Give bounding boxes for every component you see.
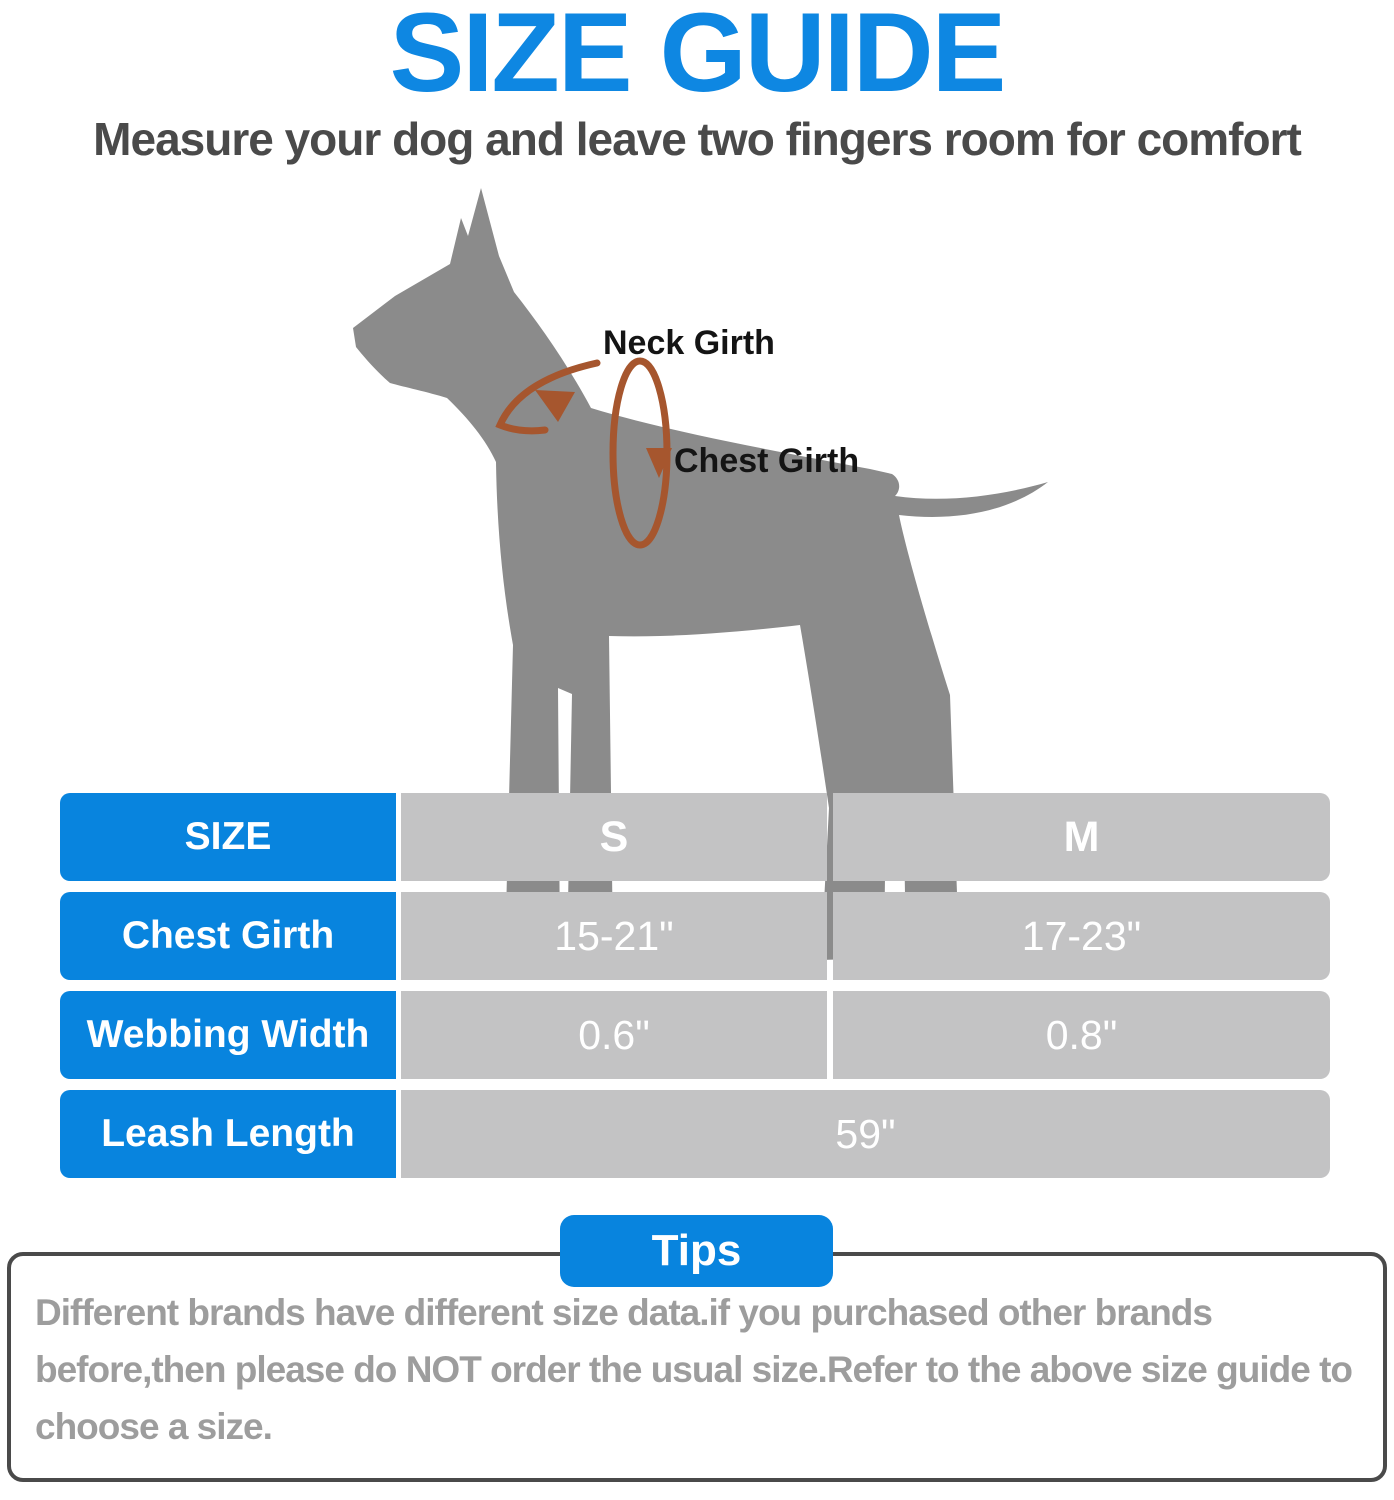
size-s-header: S [401,793,827,881]
table-row-chest-girth [60,892,1330,980]
leash-length-value: 59" [401,1090,1330,1178]
page-title: SIZE GUIDE [389,0,1005,115]
chest-girth-s-value: 15-21" [401,892,827,980]
chest-girth-label: Chest Girth [674,442,860,480]
tips-paragraph: Different brands have different size data.if you purchased other brands before,then please do NOT order the usual size.Refer to the above size guide to choose a size. [35,1292,1352,1447]
page-subtitle: Measure your dog and leave two fingers room for comfort [93,113,1301,165]
row-header-webbing-width: Webbing Width [60,991,396,1079]
webbing-width-m-value: 0.8" [833,991,1330,1079]
row-header-leash-length: Leash Length [60,1090,396,1178]
tips-badge: Tips [560,1215,833,1287]
row-header-size: SIZE [60,793,396,881]
size-m-header: M [833,793,1330,881]
table-row-webbing-width [60,991,1330,1079]
table-row-leash-length [60,1090,1330,1178]
table-row-size [60,793,1330,881]
size-table [60,793,1330,1189]
webbing-width-s-value: 0.6" [401,991,827,1079]
chest-girth-m-value: 17-23" [833,892,1330,980]
row-header-chest-girth: Chest Girth [60,892,396,980]
neck-girth-label: Neck Girth [603,324,775,362]
